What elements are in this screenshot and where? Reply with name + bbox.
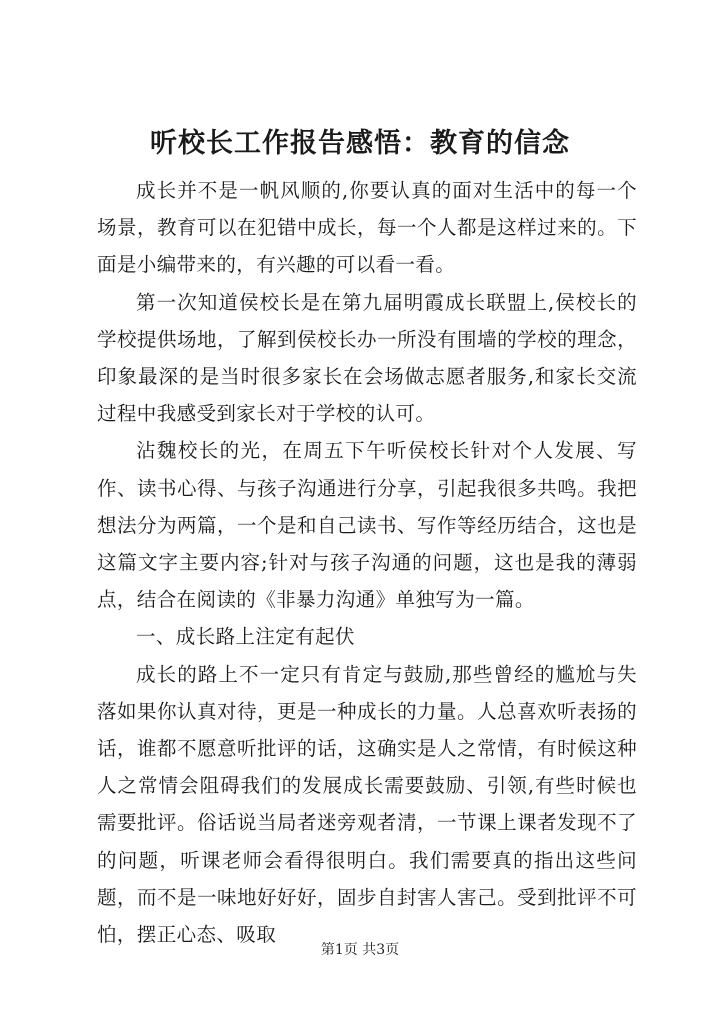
paragraph-first-meeting: 第一次知道侯校长是在第九届明霞成长联盟上,侯校长的学校提供场地，了解到侯校长办一所没有围墙的学校的理念，印象最深的是当时很多家长在会场做志愿者服务,和家长交流过程中我感受到家长对于学校的认可。	[97, 290, 637, 426]
paragraph-intro: 成长并不是一帆风顺的,你要认真的面对生活中的每一个场景，教育可以在犯错中成长，每一个人都是这样过来的。下面是小编带来的，有兴趣的可以看一看。	[97, 179, 637, 277]
paragraph-sharing: 沾魏校长的光，在周五下午听侯校长针对个人发展、写作、读书心得、与孩子沟通进行分享，引起我很多共鸣。我把想法分为两篇，一个是和自己读书、写作等经历结合，这也是这篇文字主要内容;针对与孩子沟通的问题，这也是我的薄弱点，结合在阅读的《非暴力沟通》单独写为一篇。	[97, 439, 637, 612]
document-title: 听校长工作报告感悟：教育的信念	[150, 128, 570, 159]
paragraph-growth: 成长的路上不一定只有肯定与鼓励,那些曾经的尴尬与失落如果你认真对待，更是一种成长的力量。人总喜欢听表扬的话，谁都不愿意听批评的话，这确实是人之常情，有时候这种人之常情会阻碍我们的发展成长需要鼓励、引领,有些时候也需要批评。俗话说当局者迷旁观者清，一节课上课者发现不了的问题，听课老师会看得很明白。我们需要真的指出这些问题，而不是一味地好好好，固步自封害人害己。受到批评不可怕，摆正心态、吸取	[97, 662, 637, 947]
page-footer: 第1页 共3页	[320, 942, 400, 958]
section-heading: 一、成长路上注定有起伏	[136, 625, 355, 649]
document-body	[97, 172, 637, 953]
